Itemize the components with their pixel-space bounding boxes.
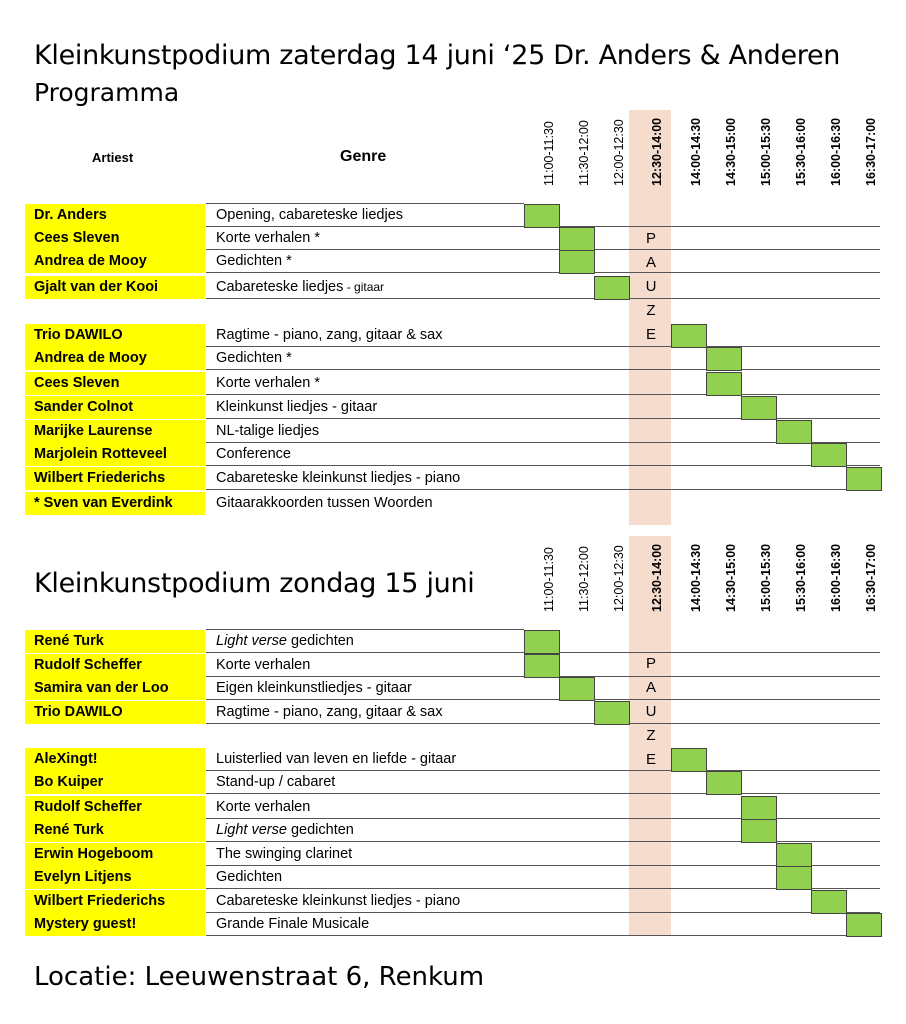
- table-row: [25, 420, 881, 443]
- genre-text: Ragtime - piano, zang, gitaar & sax: [216, 704, 443, 720]
- row-divider: [206, 841, 880, 842]
- slot-label-14:00-14:30: [682, 536, 703, 626]
- row-divider: [206, 793, 880, 794]
- slot-cell: [559, 227, 595, 251]
- slot-cell: [846, 467, 882, 491]
- table-top-line: [206, 629, 524, 630]
- artist-name: Andrea de Mooy: [25, 347, 205, 370]
- genre-text: Conference: [216, 446, 291, 462]
- slot-label-text: 15:30-16:00: [793, 117, 808, 186]
- slot-label-12:30-14:00: [643, 110, 664, 200]
- slot-cell: [594, 701, 630, 725]
- slot-label-12:00-12:30: [605, 536, 626, 626]
- artist-name: Sander Colnot: [25, 396, 205, 419]
- artist-name: Dr. Anders: [25, 204, 205, 227]
- slot-label-text: 16:30-17:00: [863, 117, 878, 186]
- genre-text: Opening, cabareteske liedjes: [216, 207, 404, 223]
- row-divider: [206, 298, 880, 299]
- row-divider: [206, 723, 880, 724]
- slot-cell: [559, 250, 595, 274]
- slot-cell: [776, 843, 812, 867]
- slot-cell: [811, 890, 847, 914]
- pause-letter: E: [645, 326, 656, 343]
- pause-letter: U: [645, 703, 657, 720]
- table-row: [25, 276, 881, 299]
- slot-label-12:00-12:30: [605, 110, 626, 200]
- slot-cell: [671, 324, 707, 348]
- artist-name: Gjalt van der Kooi: [25, 276, 205, 299]
- slot-label-14:00-14:30: [682, 110, 703, 200]
- slot-label-text: 11:30-12:00: [576, 546, 591, 612]
- pause-letter: P: [645, 655, 656, 672]
- table-row: [25, 771, 881, 794]
- slot-label-text: 15:00-15:30: [758, 117, 773, 186]
- genre-text: The swinging clarinet: [216, 846, 353, 862]
- genre-text: Cabareteske kleinkunst liedjes - piano: [216, 470, 461, 486]
- slot-label-14:30-15:00: [717, 110, 738, 200]
- table-row: [25, 630, 881, 653]
- row-divider: [206, 699, 880, 700]
- table-row: [25, 701, 881, 724]
- row-divider: [206, 418, 880, 419]
- artist-name: Cees Sleven: [25, 227, 205, 250]
- pause-letter: E: [645, 751, 656, 768]
- pause-letter: Z: [646, 727, 656, 744]
- artist-name: Evelyn Litjens: [25, 866, 205, 889]
- table-row: [25, 677, 881, 700]
- slot-label-text: 12:00-12:30: [611, 545, 626, 612]
- slot-label-text: 11:00-11:30: [541, 121, 556, 186]
- slot-label-14:30-15:00: [717, 536, 738, 626]
- genre-text: Cabareteske liedjes - gitaar: [216, 279, 385, 295]
- artist-name: Wilbert Friederichs: [25, 890, 205, 913]
- slot-label-text: 16:00-16:30: [828, 543, 843, 612]
- slot-cell: [811, 443, 847, 467]
- location-footer: Locatie: Leeuwenstraat 6, Renkum: [34, 962, 485, 992]
- table-row: [25, 372, 881, 395]
- genre-text: Ragtime - piano, zang, gitaar & sax: [216, 327, 443, 343]
- artist-name: Samira van der Loo: [25, 677, 205, 700]
- genre-text: Luisterlied van leven en liefde - gitaar: [216, 751, 457, 767]
- slot-label-text: 14:30-15:00: [723, 543, 738, 612]
- day2-title: Kleinkunstpodium zondag 15 juni: [34, 568, 475, 599]
- slot-label-12:30-14:00: [643, 536, 664, 626]
- slot-label-11:30-12:00: [570, 110, 591, 200]
- artist-name: * Sven van Everdink: [25, 492, 205, 515]
- slot-label-16:00-16:30: [822, 536, 843, 626]
- genre-text: Light verse gedichten: [216, 633, 354, 649]
- slot-label-text: 14:00-14:30: [688, 117, 703, 186]
- artist-name: René Turk: [25, 819, 205, 842]
- slot-cell: [671, 748, 707, 772]
- pause-letter: Z: [646, 302, 656, 319]
- slot-cell: [706, 372, 742, 396]
- slot-label-text: 15:00-15:30: [758, 543, 773, 612]
- genre-text: Korte verhalen *: [216, 230, 320, 246]
- genre-text: Grande Finale Musicale: [216, 916, 370, 932]
- row-divider: [206, 394, 880, 395]
- artist-name: AleXingt!: [25, 748, 205, 771]
- slot-label-15:00-15:30: [752, 110, 773, 200]
- table-row: [25, 866, 881, 889]
- row-divider: [206, 272, 880, 273]
- artist-name: Rudolf Scheffer: [25, 796, 205, 819]
- slot-label-11:00-11:30: [535, 110, 556, 200]
- artist-name: Marijke Laurense: [25, 420, 205, 443]
- artist-name: Andrea de Mooy: [25, 250, 205, 273]
- slot-cell: [524, 204, 560, 228]
- slot-cell: [846, 913, 882, 937]
- artist-name: Erwin Hogeboom: [25, 843, 205, 866]
- genre-text: Stand-up / cabaret: [216, 774, 336, 790]
- pause-letter: P: [645, 230, 656, 247]
- slot-cell: [706, 771, 742, 795]
- slot-label-11:30-12:00: [570, 536, 591, 626]
- slot-cell: [524, 654, 560, 678]
- genre-text: Gedichten *: [216, 350, 292, 366]
- artist-name: Bo Kuiper: [25, 771, 205, 794]
- slot-label-text: 15:30-16:00: [793, 543, 808, 612]
- slot-label-15:30-16:00: [787, 110, 808, 200]
- genre-text: NL-talige liedjes: [216, 423, 320, 439]
- slot-cell: [776, 866, 812, 890]
- slot-label-text: 14:30-15:00: [723, 117, 738, 186]
- row-divider: [206, 489, 881, 490]
- slot-cell: [741, 796, 777, 820]
- slot-cell: [594, 276, 630, 300]
- slot-label-text: 11:30-12:00: [576, 120, 591, 186]
- genre-header: Genre: [340, 148, 387, 165]
- slot-label-text: 12:30-14:00: [650, 117, 664, 186]
- slot-label-16:00-16:30: [822, 110, 843, 200]
- slot-label-text: 16:00-16:30: [828, 117, 843, 186]
- genre-text: Gedichten *: [216, 253, 292, 269]
- table-row: [25, 654, 881, 677]
- genre-text: Korte verhalen *: [216, 375, 320, 391]
- artist-name: Marjolein Rotteveel: [25, 443, 205, 466]
- genre-text: Light verse gedichten: [216, 822, 354, 838]
- pause-letter: U: [645, 278, 657, 295]
- table-row: [25, 204, 881, 227]
- artist-name: Wilbert Friederichs: [25, 467, 205, 490]
- table-row: [25, 250, 881, 273]
- artist-name: René Turk: [25, 630, 205, 653]
- day1-title: Kleinkunstpodium zaterdag 14 juni ‘25 Dr. Anders & Anderen: [34, 40, 841, 71]
- slot-label-16:30-17:00: [857, 110, 878, 200]
- slot-label-text: 14:00-14:30: [688, 543, 703, 612]
- slot-label-15:00-15:30: [752, 536, 773, 626]
- table-row: [25, 347, 881, 370]
- slot-cell: [559, 677, 595, 701]
- pause-letter: A: [645, 679, 656, 696]
- table-row: [25, 913, 881, 936]
- genre-text: Kleinkunst liedjes - gitaar: [216, 399, 378, 415]
- row-divider: [206, 935, 881, 936]
- artist-name: Mystery guest!: [25, 913, 205, 936]
- slot-label-text: 12:30-14:00: [650, 543, 664, 612]
- slot-cell: [706, 347, 742, 371]
- table-row: [25, 324, 881, 347]
- slot-cell: [524, 630, 560, 654]
- genre-text: Eigen kleinkunstliedjes - gitaar: [216, 680, 412, 696]
- artist-name: Cees Sleven: [25, 372, 205, 395]
- artist-name: Trio DAWILO: [25, 324, 205, 347]
- slot-cell: [776, 420, 812, 444]
- slot-label-text: 11:00-11:30: [541, 547, 556, 612]
- slot-label-11:00-11:30: [535, 536, 556, 626]
- slot-label-15:30-16:00: [787, 536, 808, 626]
- artist-name: Trio DAWILO: [25, 701, 205, 724]
- programme-subtitle: Programma: [34, 78, 180, 107]
- table-top-line: [206, 203, 524, 204]
- genre-text: Gitaarakkoorden tussen Woorden: [216, 495, 433, 511]
- table-row: [25, 492, 881, 515]
- table-row: [25, 748, 881, 771]
- artist-name: Rudolf Scheffer: [25, 654, 205, 677]
- table-row: [25, 843, 881, 866]
- slot-label-text: 16:30-17:00: [863, 543, 878, 612]
- pause-letter: A: [645, 254, 656, 271]
- row-divider: [206, 369, 880, 370]
- artist-header: Artiest: [92, 150, 134, 165]
- table-row: [25, 443, 881, 466]
- genre-text: Cabareteske kleinkunst liedjes - piano: [216, 893, 461, 909]
- slot-cell: [741, 396, 777, 420]
- table-row: [25, 227, 881, 250]
- row-divider: [206, 465, 880, 466]
- slot-label-16:30-17:00: [857, 536, 878, 626]
- slot-label-text: 12:00-12:30: [611, 119, 626, 186]
- genre-text: Gedichten: [216, 869, 283, 885]
- genre-text: Korte verhalen: [216, 657, 311, 673]
- table-row: [25, 890, 881, 913]
- genre-text: Korte verhalen: [216, 799, 311, 815]
- table-row: [25, 467, 881, 490]
- slot-cell: [741, 819, 777, 843]
